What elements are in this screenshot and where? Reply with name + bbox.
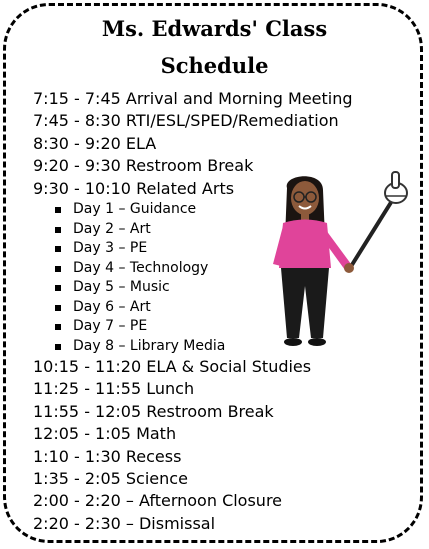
schedule-row: 11:55 - 12:05 Restroom Break — [33, 401, 274, 421]
schedule-row: 10:15 - 11:20 ELA & Social Studies — [33, 357, 312, 377]
schedule-row: 2:00 - 2:20 – Afternoon Closure — [33, 491, 283, 511]
teacher-with-pointer-icon — [265, 168, 415, 353]
page-subtitle: Schedule — [160, 53, 269, 78]
related-arts-day: Day 3 – PE — [33, 239, 353, 259]
related-arts-day: Day 1 – Guidance — [33, 200, 353, 220]
related-arts-day: Day 6 – Art — [33, 298, 353, 318]
related-arts-day: Day 7 – PE — [33, 317, 353, 337]
related-arts-day: Day 2 – Art — [33, 220, 353, 240]
schedule-row: 1:35 - 2:05 Science — [33, 469, 188, 489]
schedule-row: 7:15 - 7:45 Arrival and Morning Meeting — [33, 89, 353, 108]
schedule-row: 7:45 - 8:30 RTI/ESL/SPED/Remediation — [33, 111, 339, 131]
related-arts-day: Day 5 – Music — [33, 278, 353, 298]
pointing-hand-icon — [385, 172, 407, 203]
schedule-row: 9:30 - 10:10 Related Arts — [33, 178, 235, 198]
schedule-row: 11:25 - 11:55 Lunch — [33, 379, 195, 399]
schedule-row: 8:30 - 9:20 ELA — [33, 133, 157, 153]
related-arts-day: Day 4 – Technology — [33, 259, 353, 279]
page-title: Ms. Edwards' Class — [101, 16, 328, 41]
schedule-row: 1:10 - 1:30 Recess — [33, 446, 182, 466]
schedule-row: 2:20 - 2:30 – Dismissal — [33, 513, 216, 533]
schedule-row: 12:05 - 1:05 Math — [33, 424, 177, 444]
schedule-row: 9:20 - 9:30 Restroom Break — [33, 156, 254, 176]
related-arts-day: Day 8 – Library Media — [33, 337, 353, 357]
